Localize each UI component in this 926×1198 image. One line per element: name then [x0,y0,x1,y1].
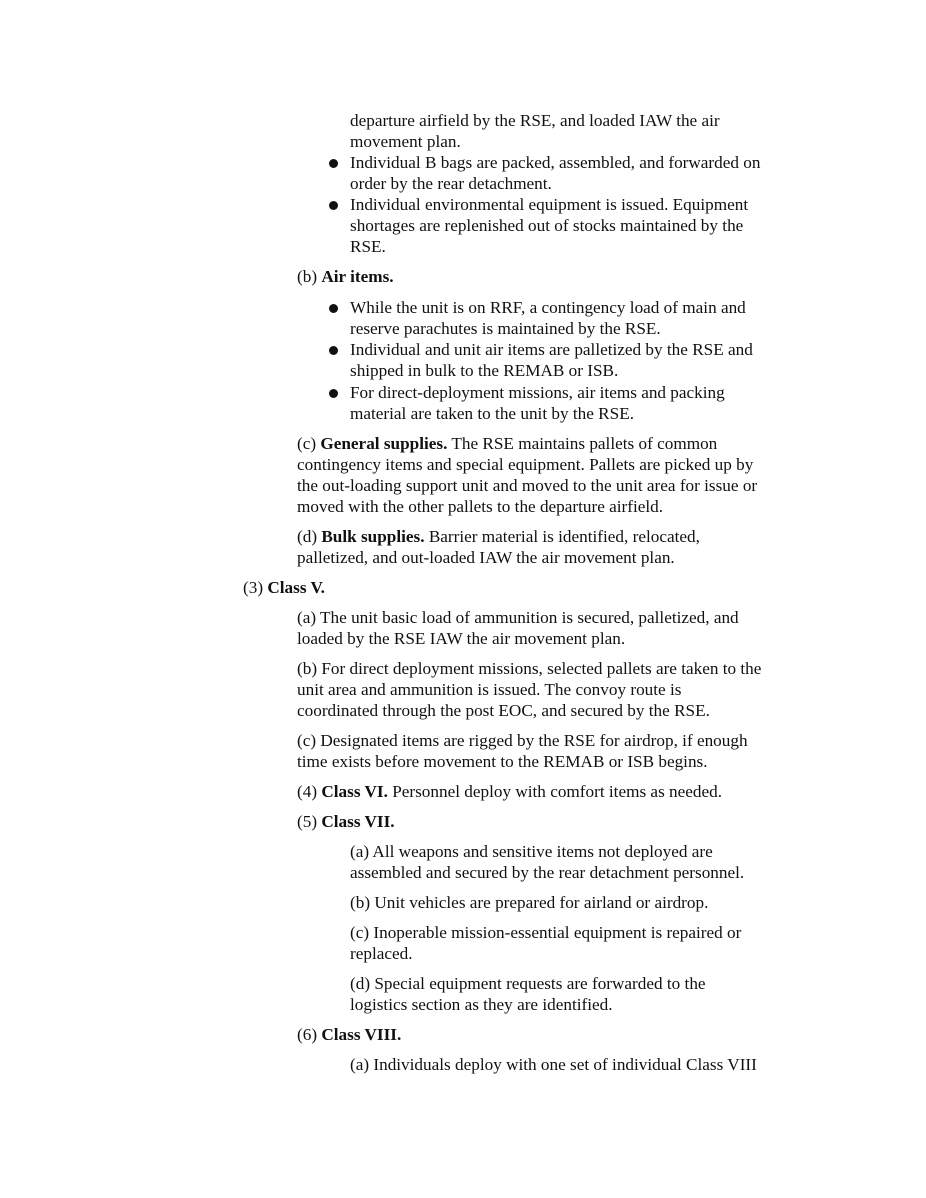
paragraph-line: (c) Inoperable mission-essential equipment is repaired or [350,923,742,942]
section-number: (d) [297,527,322,546]
section-title: Bulk supplies. [321,527,425,546]
paragraph-line: replaced. [350,944,413,963]
paragraph-line: (d) Special equipment requests are forwarded to the [350,974,706,993]
paragraph-line [297,781,722,802]
bullet-text: For direct-deployment missions, air items and packing [350,383,725,402]
section-number: (b) [297,267,322,286]
paragraph-line: the out-loading support unit and moved to the unit area for issue or [297,476,758,495]
bullet-text: material are taken to the unit by the RSE. [350,404,634,423]
bullet-text: shortages are replenished out of stocks maintained by the [350,216,744,235]
bullet-text: RSE. [350,237,386,256]
paragraph-line: unit area and ammunition is issued. The convoy route is [297,680,682,699]
paragraph-line: assembled and secured by the rear detachment personnel. [350,863,745,882]
section-title: Class V. [267,578,325,597]
section-number: (6) [297,1025,322,1044]
paragraph-line: loaded by the RSE IAW the air movement plan. [297,629,626,648]
paragraph-line: coordinated through the post EOC, and secured by the RSE. [297,701,710,720]
bullet-icon [329,389,338,398]
paragraph-line: time exists before movement to the REMAB or ISB begins. [297,752,708,771]
paragraph-line: moved with the other pallets to the departure airfield. [297,497,664,516]
paragraph-line [297,433,717,454]
section-heading [297,811,395,832]
bullet-text: Individual environmental equipment is issued. Equipment [350,195,749,214]
continuation-line: departure airfield by the RSE, and loaded IAW the air [350,111,720,130]
bullet-text: order by the rear detachment. [350,174,552,193]
section-title: Class VI. [321,782,388,801]
paragraph-text: Personnel deploy with comfort items as needed. [387,782,723,801]
section-heading [297,1024,401,1045]
paragraph-line: (c) Designated items are rigged by the RSE for airdrop, if enough [297,731,748,750]
section-number: (3) [243,578,268,597]
paragraph-line: contingency items and special equipment. Pallets are picked up by [297,455,754,474]
paragraph-line: (a) The unit basic load of ammunition is secured, palletized, and [297,608,739,627]
paragraph-line: logistics section as they are identified. [350,995,613,1014]
bullet-icon [329,346,338,355]
section-heading [297,266,394,287]
paragraph-line [297,526,700,547]
bullet-text: shipped in bulk to the REMAB or ISB. [350,361,619,380]
section-title: Class VIII. [321,1025,402,1044]
bullet-text: Individual B bags are packed, assembled, and forwarded on [350,153,761,172]
paragraph-line: palletized, and out-loaded IAW the air movement plan. [297,548,675,567]
bullet-text: Individual and unit air items are palletized by the RSE and [350,340,753,359]
bullet-text: While the unit is on RRF, a contingency load of main and [350,298,746,317]
paragraph-line: (a) All weapons and sensitive items not deployed are [350,842,713,861]
continuation-line: movement plan. [350,132,461,151]
paragraph-line: (a) Individuals deploy with one set of individual Class VIII [350,1055,757,1074]
section-number: (5) [297,812,322,831]
bullet-icon [329,201,338,210]
section-title: Air items. [321,267,394,286]
paragraph-line: (b) Unit vehicles are prepared for airland or airdrop. [350,893,709,912]
bullet-icon [329,159,338,168]
section-number: (4) [297,782,322,801]
paragraph-text: Barrier material is identified, relocated, [424,527,700,546]
section-heading [243,577,325,598]
paragraph-text: The RSE maintains pallets of common [447,434,718,453]
section-number: (c) [297,434,321,453]
bullet-text: reserve parachutes is maintained by the RSE. [350,319,661,338]
paragraph-line: (b) For direct deployment missions, selected pallets are taken to the [297,659,762,678]
section-title: Class VII. [321,812,395,831]
bullet-icon [329,304,338,313]
section-title: General supplies. [320,434,448,453]
